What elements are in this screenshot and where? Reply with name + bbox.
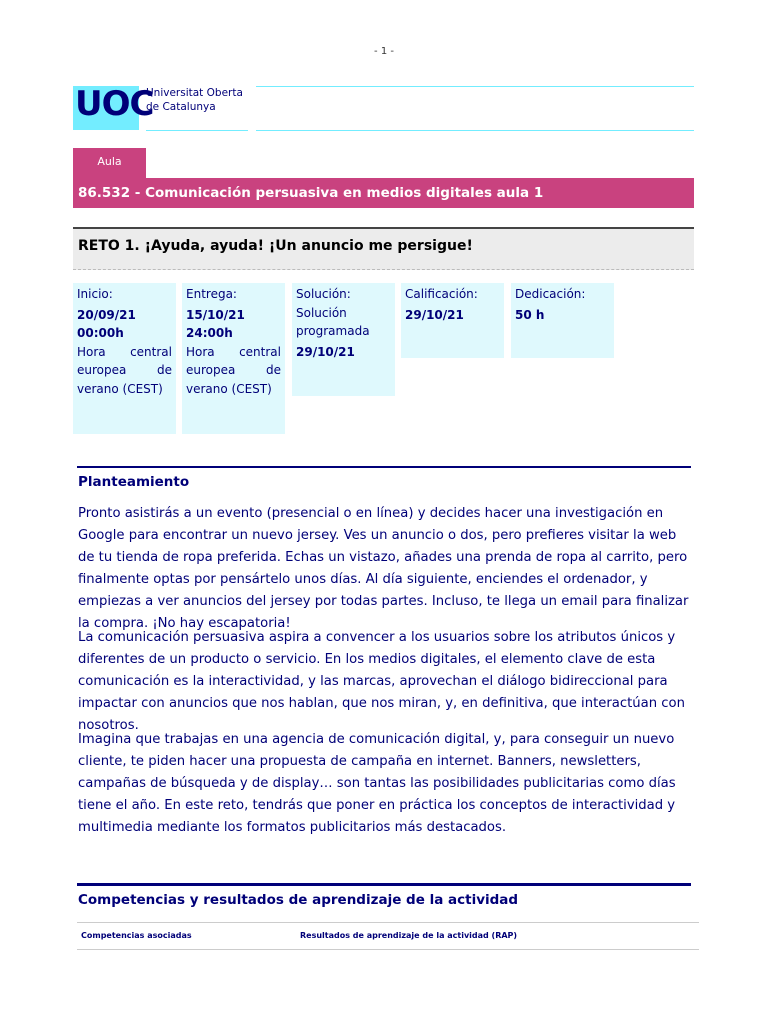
aula-tab: Aula — [73, 148, 146, 178]
column-header-competencias: Competencias asociadas — [81, 931, 192, 940]
info-cell-solucion — [292, 283, 395, 396]
inicio-label: Inicio: — [77, 287, 113, 301]
entrega-time: 24:00h — [186, 326, 233, 340]
logo-text: UOC — [75, 84, 154, 124]
inicio-timezone: Hora central europea de verano (CEST) — [77, 344, 172, 396]
calificacion-date: 29/10/21 — [405, 307, 464, 322]
info-cell-calificacion — [401, 283, 504, 358]
header-divider — [146, 130, 248, 131]
dedicacion-label: Dedicación: — [515, 287, 586, 301]
reto-title: RETO 1. ¡Ayuda, ayuda! ¡Un anuncio me persigue! — [78, 238, 473, 254]
entrega-label: Entrega: — [186, 287, 237, 301]
section-divider — [77, 883, 691, 886]
inicio-date: 20/09/21 — [77, 307, 136, 322]
inicio-time: 00:00h — [77, 326, 124, 340]
solucion-date: 29/10/21 — [296, 344, 355, 359]
solucion-text: Solución programada — [296, 305, 370, 338]
paragraph-2: La comunicación persuasiva aspira a convencer a los usuarios sobre los atributos únicos y diferentes de un producto o servicio. En los medios digitales, el elemento clave de esta comunicación es la interactividad, y las marcas, aprovechan el diálogo bidireccional para impactar con anuncios que nos hablan, que nos miran, y, en definitiva, que interactúan con nosotros. — [78, 630, 685, 733]
university-name-line1: Universitat Oberta — [146, 87, 243, 99]
uoc-logo — [73, 84, 154, 130]
planteamiento-title: Planteamiento — [78, 474, 190, 490]
page-number: - 1 - — [374, 46, 394, 57]
header-divider — [256, 130, 694, 131]
header-divider — [256, 86, 694, 87]
entrega-date: 15/10/21 — [186, 307, 245, 322]
entrega-timezone: Hora central europea de verano (CEST) — [186, 344, 281, 396]
solucion-label: Solución: — [296, 287, 351, 301]
dedicacion-hours: 50 h — [515, 307, 545, 322]
competencias-title: Competencias y resultados de aprendizaje de la actividad — [78, 892, 519, 908]
section-divider — [77, 466, 691, 468]
info-cell-entrega — [182, 283, 285, 434]
info-cell-inicio — [73, 283, 176, 434]
competencias-table-header — [77, 922, 699, 950]
university-name-line2: de Catalunya — [146, 101, 216, 113]
course-title: 86.532 - Comunicación persuasiva en medios digitales aula 1 — [73, 178, 694, 208]
calificacion-label: Calificación: — [405, 287, 478, 301]
paragraph-3: Imagina que trabajas en una agencia de comunicación digital, y, para conseguir un nuevo cliente, te piden hacer una propuesta de campaña en internet. Banners, newsletters, campañas de búsqueda y de display… son tantas las posibilidades publicitarias como días tiene el año. En este reto, tendrás que poner en práctica los conceptos de interactividad y multimedia mediante los formatos publicitarios más destacados. — [78, 732, 676, 835]
paragraph-1: Pronto asistirás a un evento (presencial o en línea) y decides hacer una investigación en Google para encontrar un nuevo jersey. Ves un anuncio o dos, pero prefieres visitar la web de tu tienda de ropa preferida. Echas un vistazo, añades una prenda de ropa al carrito, pero finalmente optas por pensártelo unos días. Al día siguiente, enciendes el ordenador, y empiezas a ver anuncios del jersey por todas partes. Incluso, te llega un email para finalizar la compra. ¡No hay escapatoria! — [78, 506, 689, 631]
university-name — [146, 86, 243, 114]
info-cell-dedicacion — [511, 283, 614, 358]
reto-header — [73, 227, 694, 270]
column-header-rap: Resultados de aprendizaje de la actividad (RAP) — [300, 931, 518, 940]
